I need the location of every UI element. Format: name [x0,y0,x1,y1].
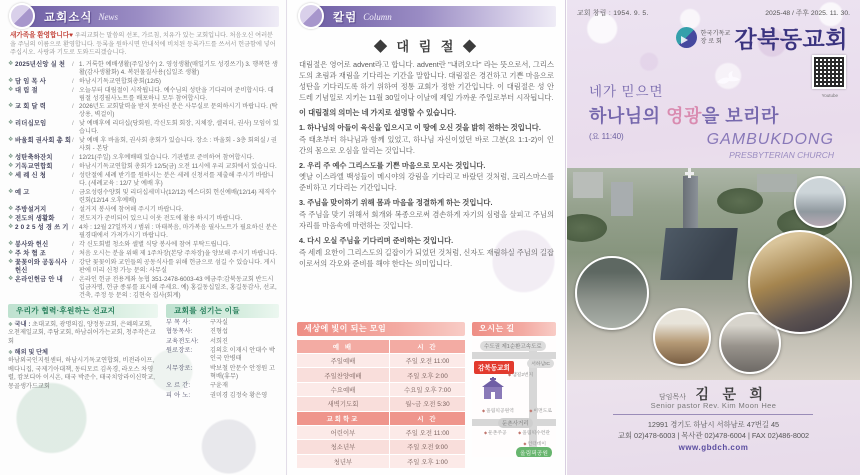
missions-header: 우리가 협력·후원하는 선교지 [8,304,158,318]
missions-overseas: ❖ 해외 및 단체 하남외국인지원센터, 하남시기독교연합회, 비전라이프, 베다니집, 국제기아대책, 동티모르 김옥경, 라오스 차영렬, 캄보디아 이시온, 태국 박준수, 태국치앙라이신학교, 몽골생가드교회 [8,349,155,390]
qr-label: Youtube [821,93,838,98]
pastor-english: Senior pastor Rev. Kim Moon Hee [650,401,777,410]
map-park-label: 올림픽공원 [516,447,552,457]
servant-row: 원로장로: 김의호 이재시 안대수 박인국 안병태 [166,347,275,363]
news-item: ❖ 전도의 생활화 / 전도지가 준비되어 있으니 이웃 전도에 활용 하시기 바랍니다. [8,215,279,223]
news-item-label: 봉사와 헌신 [15,240,49,248]
point-body: 즉 세례 요한이 그리스도의 길잡이가 되었던 것처럼, 신자도 재림하실 주님의 길잡이로서의 각오와 준비를 해야 한다는 의미입니다. [299,248,554,268]
news-item-text: 2026년도 교회달력을 받지 못하신 분은 사무실로 문의하시기 바랍니다. (탁상용, 벽걸이) [79,103,278,119]
church-phones: 교회 02)478-6003 | 목사관 02)478-6004 | FAX 02)486-8002 [617,431,810,440]
map-road-highway [472,352,556,359]
diamond-bullet-icon: ❖ [8,60,14,67]
meetings-row: 새벽기도회 월~금 오전 5:30 [297,397,465,411]
news-item-label: 바울회 권사회 총 회 [15,137,72,145]
verse-word1: 하나님의 [589,106,667,126]
meetings-row: 수요예배 수요일 오후 7:00 [297,382,465,396]
news-item-label: 성탄축하잔치 [15,154,53,162]
news-item-text: 낮 예배 후 바울회, 권사회 총회가 있습니다. 장소 : 바울회 - 3층 회의실 / 권사회 - 본당 [79,137,277,153]
point-heading: 2. 우리 주 예수 그리스도를 기쁜 마음으로 모시는 것입니다. [299,160,486,170]
news-item: ❖ 담 임 목 사 / 하남시기독교연합회총회(12/5) [8,78,279,86]
photo-circle-sanctuary [748,230,852,334]
column-panel [288,0,566,475]
news-item: ❖ 2 0 2 5 성 경 쓰 기 / 4차 : 12월 27일까지 / 범위 : 마태복음, 마가복음 필사노트가 필요하신 분은 필경대에서 가져가시기 바랍니다. [8,224,278,239]
news-header-bar [22,6,279,27]
map-church-label: 감북동교회 [474,361,514,374]
diamond-bullet-icon: ❖ [8,205,14,212]
english-name-block [707,131,834,160]
news-item-label: 꽃꽂이와 공동식사헌신 [15,259,68,275]
news-item-text: 금요성령수양회 및 리더십세미나(12/12) 에스더회 헌신예배(12/14) 제직수련회(12/14 오후예배) [79,189,277,205]
news-item-label: 기독교연합회 [15,163,53,171]
news-item-text: 하남시기독교연합회 총회가 12/5(금) 오전 11시에 우리 교회에서 있습니다. [79,163,277,171]
news-item: ❖ 기독교연합회 / 하남시기독교연합회 총회가 12/5(금) 오전 11시에 우리 교회에서 있습니다. [8,163,279,171]
column-points [297,123,556,274]
servant-row: 피 아 노: 권미경 김정숙 황은영 [166,391,268,399]
diamond-bullet-icon: ❖ [8,154,14,161]
point-body: 즉 태초부터 하나님과 함께 있었고, 하나님 자신이었던 바로 그분(요 1:1-2)이 인간의 몸으로 오심을 알리는 것입니다. [299,134,554,155]
english-name: GAMBUKDONG [706,131,834,148]
servant-row: 교육전도사: 서희진 [166,337,228,345]
meetings-row: 주일찬양예배 주일 오후 2:00 [297,368,465,382]
news-item-label: 담 임 목 사 [15,77,46,85]
servants-block [166,304,279,400]
verse-word3: 을 보리라 [701,106,779,126]
point-heading: 1. 하나님의 아들이 육신을 입으시고 이 땅에 오신 것을 밝히 전하는 것입니다. [299,122,541,132]
column-heading: ◆ 대 림 절 ◆ [373,39,480,54]
map-stop2-label: ◆ 올림픽수련관 [518,429,550,436]
news-item-text: 오늘부터 대림절이 시작됩니다. 예수님의 성탄을 기다리며 준비합시다. 대림절 성경필사노트를 배포하니 모두 참여합시다. [79,86,274,102]
news-item-label: 주방설거지 [15,205,47,213]
news-item-text: 전도지가 준비되어 있으니 이웃 전도에 활용 하시기 바랍니다. [79,215,243,222]
verse-word2: 영광 [666,106,702,126]
church-website: www.gbdch.com [678,443,749,452]
news-item: ❖ 주 차 협 조 / 처음 오시는 분을 위해 제 1주차장(본당 주차장)을 양보해 주시기 바랍니다. [8,249,278,257]
meetings-header: 세상에 빛이 되는 모임 [297,322,465,336]
meetings-row: 어린이부 주일 오전 11:00 [297,425,465,439]
servants-list [166,319,279,400]
news-item: ❖ 온라인헌금 안 내 / 온라인 헌금 전용계좌 농협 351-2478-6003-43 예금주:감북동교회 반드시 입금자명, 헌금 종류를 표시해 주세요. 예) 홍길동십일조, 홍길동감사, 선교, 건축, 주정 등 문의 : 김현숙 집사(회계) [8,276,279,300]
column-header-bar [311,6,556,27]
news-item-label: 대 림 절 [15,86,38,94]
news-item-text: 낮 예배후에 리더십(당회원, 각신도회 회장, 지체장, 셀리더, 권사) 모임이 있습니다. [79,120,279,136]
news-item-text: 각 신도회별 청소와 셀별 식당 봉사에 참여 부탁드립니다. [79,240,231,248]
denom-line1: 한국기독교 [700,29,731,37]
church-address: 12991 경기도 하남시 서하남로 47번길 45 [647,420,780,429]
news-item-label: 주 차 협 조 [15,249,46,257]
denomination-logo-icon [676,27,697,48]
map-ic-label: 서하남IC [527,359,554,368]
news-item: ❖ 세 례 신 청 / 성탄절에 세례 받기를 원하시는 분은 세례 신청서를 제출해 주시기 바랍니다. (세례교육 : 12/7 낮 예배 후) [8,172,279,188]
pastor-label: 담임목사 [658,394,687,401]
missions-block [8,304,158,400]
news-item: ❖ 리더십모임 / 낮 예배후에 리더십(당회원, 각신도회 회장, 지체장, 셀리더, 권사) 모임이 있습니다. [8,120,279,136]
news-item-text: 12/21(주일) 오후예배때 있습니다. 기관별로 준비하여 참여합시다. [79,154,255,162]
news-item-text: 처음 오시는 분을 위해 제 1주차장(본당 주차장)을 양보해 주시기 바랍니다. [79,249,278,257]
diamond-bullet-icon: ❖ [8,103,14,110]
news-item: ❖ 2025년신앙 실 천 / 1. 거룩한 예배생활(주일성수) 2. 영성생활(매일기도 성경쓰기) 3. 행복한 생활(감사생활화) 4. 복된물질사용(십일조 생활) [8,60,278,76]
worship-header-row: 예 배 시 간 [297,339,465,353]
news-item: ❖ 바울회 권사회 총 회 / 낮 예배 후 바울회, 권사회 총회가 있습니다. 장소 : 바울회 - 3층 회의실 / 권사회 - 본당 [8,137,279,153]
servants-header: 교회를 섬기는 이들 [166,304,279,318]
verse-reference: (요 11:40) [589,132,624,141]
news-item-text: 성탄절에 세례 받기를 원하시는 분은 세례 신청서를 제출해 주시기 바랍니다. (세례교육 : 12/7 낮 예배 후) [79,172,274,188]
news-list [8,61,279,300]
news-item-label: 리더십모임 [15,120,47,128]
map-highway-label: 수도권 제1순환고속도로 [480,341,546,351]
church-building [660,228,737,280]
meetings-block [297,322,465,468]
column-title: 칼럼 [333,11,358,24]
map-stop1-label: ◆ 둔촌주공 [484,429,507,436]
cover-panel [567,0,860,475]
column-lead: 이 대림절의 의미는 네 가지로 설명할 수 있습니다. [299,107,457,117]
church-aerial-photo [567,168,860,380]
news-item: ❖ 꽃꽂이와 공동식사헌신 / 강단 꽃꽂이와 교인들의 공동식사를 위해 헌금으로 섬길 수 있습니다. 게시판에 미리 신청 가능 문의: 사무실 [8,259,279,275]
servant-row: 부 목 사: 구자실 [166,318,228,326]
news-item-label: 2025년신앙 실 천 [15,60,66,68]
diamond-bullet-icon: ❖ [8,276,14,283]
point-body: 옛날 이스라엘 백성들이 메시야의 강림을 기다리고 바랐던 것처럼, 크리스마스를 준비하고 기다리는 기간입니다. [299,172,554,193]
directions-map [472,339,556,457]
news-item: ❖ 주방설거지 / 설거지 봉사에 참여해 주시기 바랍니다. [8,206,279,214]
servant-row: 오 르 간: 구윤재 [166,382,228,390]
diamond-bullet-icon: ❖ [8,215,14,221]
news-item: ❖ 교 회 달 력 / 2026년도 교회달력을 받지 못하신 분은 사무실로 문의하시기 바랍니다. (탁상용, 벽걸이) [8,103,278,119]
welcome-note [10,32,277,57]
missions-domestic: ❖ 국내 : 초대교회, 광명의집, 양정동교회, 은혜의교회, 오천제일교회, 주담교회, 하남쉬어가는교회, 청주작은교회 [8,320,156,345]
pastor-name: 김 문 희 [695,388,769,403]
verse-line1: 네가 믿으면 [589,84,664,99]
praying-hands-icon [298,3,324,29]
masthead [676,21,848,54]
photo-circle-crowd [575,256,649,330]
news-item-label: 2 0 2 5 성 경 쓰 기 [15,224,69,232]
column-intro: 대림절은 영어로 advent라고 합니다. advent란 "내려오다" 라는 뜻으로서, 그리스도의 초림과 재림을 기다리는 기간을 말합니다. 대림절은 경건하고 기쁜 마음으로 성탄을 기다리도록 하기 위하여 정통 교회가 정한 기간입니다. 이 대림절은 성 안드레 기념일로 지키는 11월 30일이나 이날에 제일 가까운 주일로부터 시작됩니다. [299,60,554,102]
news-item: ❖ 봉사와 헌신 / 각 신도회별 청소와 셀별 식당 봉사에 참여 부탁드립니다. [8,241,279,249]
diamond-bullet-icon: ❖ [8,240,14,247]
divider-line [613,414,813,415]
news-subtitle: News [98,11,118,22]
diamond-bullet-icon: ❖ [8,120,14,127]
meetings-table [297,339,465,468]
meetings-row: 청년부 주일 오후 1:00 [297,454,465,468]
point-heading: 4. 다시 오실 주님을 기다리며 준비하는 것입니다. [299,236,454,246]
map-cross-label: 둔촌사거리 [498,418,533,428]
welcome-lead: 새가족을 환영합니다♥ [10,32,74,39]
news-item-label: 예 고 [15,189,30,197]
denom-line2: 장 로 회 [700,37,722,45]
qr-code [812,55,846,89]
point-body: 즉 주님을 맞기 위해서 회개와 복종으로써 겸손하게 자기의 심령을 살피고 주님의 자리를 마음속에 마련하는 것입니다. [299,210,554,231]
directions-header: 오시는 길 [472,322,556,336]
map-addr-label: ◆ 샘길2번지 [508,371,533,378]
news-item-text: 설거지 봉사에 참여해 주시기 바랍니다. [79,205,184,213]
news-item: ❖ 대 림 절 / 오늘부터 대림절이 시작됩니다. 예수님의 성탄을 기다리며 준비합시다. 대림절 성경필사노트를 배포하니 모두 참여합시다. [8,87,279,103]
diamond-bullet-icon: ❖ [8,224,14,231]
meetings-row: 청소년부 주일 오전 9:00 [297,440,465,454]
news-item-text: 4차 : 12월 27일까지 / 범위 : 마태복음, 마가복음 필사노트가 필요하신 분은 필경대에서 가져가시기 바랍니다. [79,224,278,239]
news-item-label: 온라인헌금 안 내 [15,276,63,284]
church-icon [480,377,506,399]
founded-date: 교회 창립 : 1954. 9. 5. [577,10,649,17]
welcome-body: 우리교회는 말씀의 선포, 가르침, 치유가 있는 교회입니다. 처음오신 여러분을 주님의 이름으로 환영합니다. 등록을 원하시면 안내석에 비치된 등록카드를 쓰셔서 헌금함에 넣어주십시오. 사랑과 기도로 도와드리겠습니다. [10,32,276,56]
diamond-bullet-icon: ❖ [8,137,14,144]
diamond-bullet-icon: ❖ [8,172,14,179]
map-road2-label: ◆ 이면도로 [529,407,552,414]
diamond-bullet-icon: ❖ [8,189,14,196]
news-item-text: 온라인 헌금 전용계좌 농협 351-2478-6003-43 예금주:감북동교회 반드시 입금자명, 헌금 종류를 표시해 주세요. 예) 홍길동십일조, 홍길동감사, 선교, 건축, 주정 등 문의 : 김현숙 집사(회계) [79,276,277,299]
photo-circle-choir [653,308,711,366]
meetings-row: 주일예배 주일 오전 11:00 [297,354,465,368]
church-name: 감북동교회 [734,26,848,52]
left-bottom-section [8,304,279,400]
point-heading: 3. 주님을 맞이하기 위해 몸과 마음을 정결하게 하는 것입니다. [299,198,493,208]
news-item: ❖ 성탄축하잔치 / 12/21(주일) 오후예배때 있습니다. 기관별로 준비하여 참여합시다. [8,154,279,162]
news-item-text: 하남시기독교연합회총회(12/5) [79,77,161,85]
diamond-bullet-icon: ❖ [8,249,14,256]
praying-hands-icon [9,3,35,29]
news-item: ❖ 예 고 / 금요성령수양회 및 리더십세미나(12/12) 에스더회 헌신예배(12/14) 제직수련회(12/14 오후예배) [8,189,279,205]
map-station-label: ◆ 올림픽공원역 [482,407,514,414]
news-item-label: 교 회 달 력 [15,103,46,111]
servant-row: 협동목사: 진형섭 [166,328,228,336]
servant-row: 시무장로: 박보철 안문수 안정원 고혁배(휴무) [166,364,275,381]
news-item-label: 세 례 신 청 [15,172,46,180]
news-item-label: 전도의 생활화 [15,215,55,222]
diamond-bullet-icon: ❖ [8,163,14,170]
diamond-bullet-icon: ❖ [8,77,14,84]
diamond-bullet-icon: ❖ [8,259,14,266]
news-title: 교회소식 [44,11,93,24]
column-bottom-section [297,322,556,471]
news-item-text: 강단 꽃꽂이와 교인들의 공동식사를 위해 헌금으로 섬길 수 있습니다. 게시판에 미리 신청 가능 문의: 사무실 [79,259,276,274]
news-item-text: 1. 거룩한 예배생활(주일성수) 2. 영성생활(매일기도 성경쓰기) 3. 행복한 생활(감사생활화) 4. 복된물질사용(십일조 생활) [79,60,278,76]
diamond-bullet-icon: ❖ [8,86,14,93]
english-subname: PRESBYTERIAN CHURCH [729,150,834,160]
photo-circle-ceremony [794,176,846,228]
map-shop-label: ◆ 언더데이 [523,440,546,447]
issue-number: 2025-48 / 주후 2025. 11. 30. [765,10,850,17]
news-panel [0,0,287,475]
school-header-row: 교회학교 시 간 [297,411,465,425]
directions-block [472,322,556,468]
column-subtitle: Column [363,11,392,22]
